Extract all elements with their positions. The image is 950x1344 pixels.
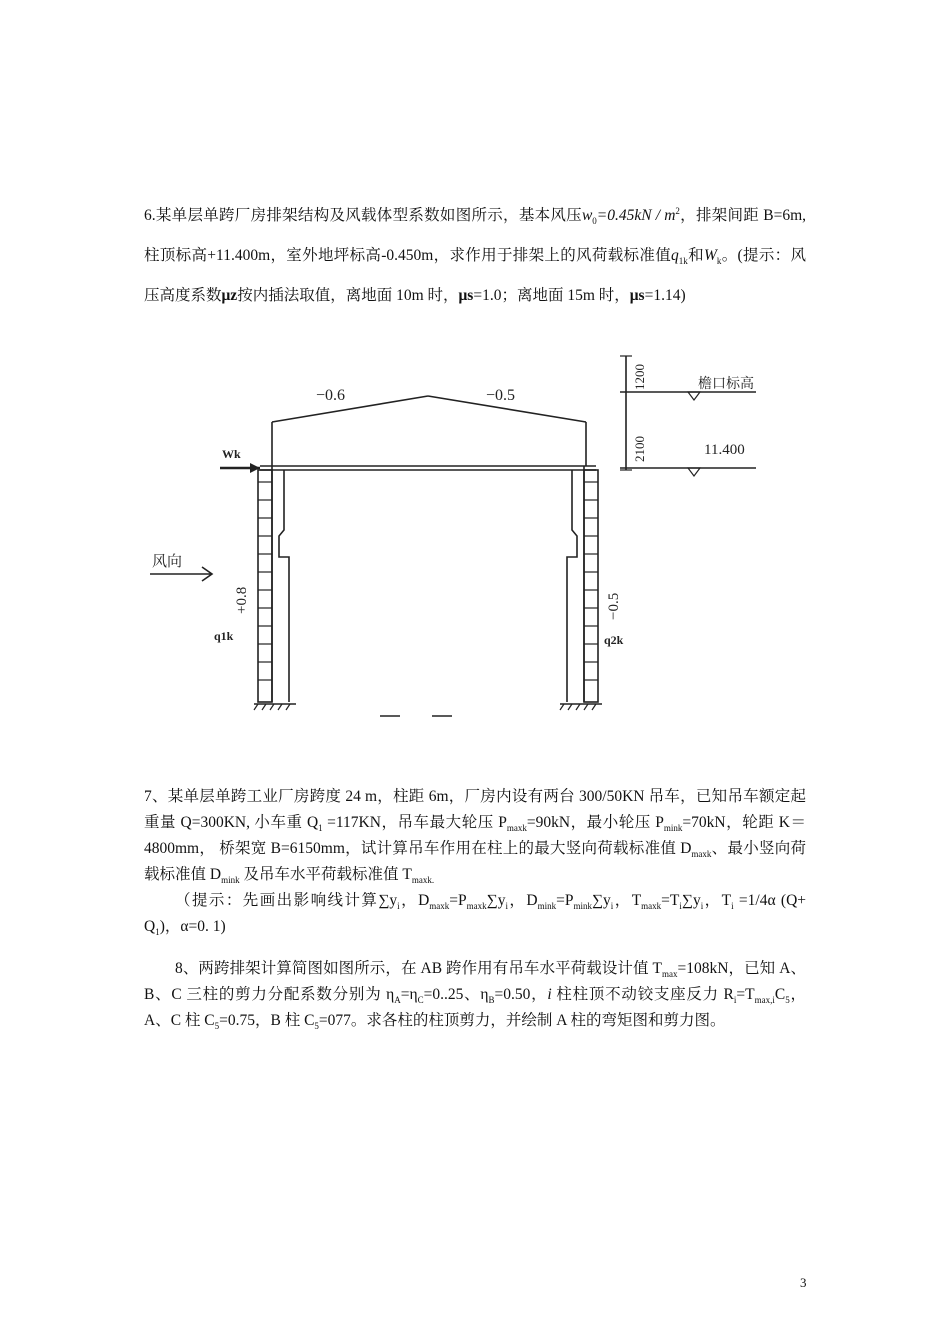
eave-level-marker <box>688 392 700 400</box>
wind-direction-label: 风向 <box>152 554 183 570</box>
page-number: 3 <box>800 1275 807 1290</box>
dim-lower: 2100 <box>632 436 647 462</box>
q8-t4: =0..25、η <box>423 986 489 1003</box>
q1k-sub: 1k <box>678 256 688 267</box>
hint9: =T <box>661 892 680 909</box>
hint-i-6: i <box>731 901 734 912</box>
hint5: ，D <box>507 892 538 909</box>
q8-t5: =0.50， <box>494 986 548 1003</box>
q8-tmax-sub: max <box>661 969 678 980</box>
left-column <box>272 466 289 702</box>
question-7 <box>144 784 806 940</box>
q1k-symbol: q <box>671 247 679 264</box>
roof-left-coef: −0.6 <box>316 387 346 404</box>
q8-t11: =077。求各柱的柱顶剪力，并绘制 A 柱的弯矩图和剪力图。 <box>318 1012 726 1029</box>
roof-left-slope <box>272 396 428 422</box>
q1k-label: q1k <box>214 629 234 643</box>
q8-tmaxi: max,i <box>754 995 775 1006</box>
q6-val1: =1.0；离地面 15m 时， <box>473 287 630 304</box>
q6-text2: ，排架间距 B=6m, 柱顶标高+11.400m，室外地坪标高-0.450m，求作用于排架上的风荷载标准值 <box>144 207 806 264</box>
tmax-sub: maxk. <box>411 875 435 886</box>
w0-value: =0.45kN / m <box>596 207 676 224</box>
hint-dmax: maxk <box>429 901 450 912</box>
q6-text3: 。(提示：风压高度系数 <box>144 247 806 304</box>
pmin-sub: mink <box>663 823 683 834</box>
q7-hint: （提示：先画出影响线计算∑y <box>175 892 398 909</box>
q8-t7: =T <box>736 986 755 1003</box>
q7-line1f: 及吊车水平荷载标准值 T <box>239 866 412 883</box>
hint-pmin: mink <box>573 901 592 912</box>
q8-t6: 柱柱顶不动铰支座反力 R <box>551 986 734 1003</box>
mu-s-1: μs <box>458 287 474 304</box>
wk-label: Wk <box>222 447 241 461</box>
hint-i-4: i <box>679 901 682 912</box>
w0-sub: 0 <box>592 216 597 227</box>
q6-text4: 按内插法取值，离地面 10m 时， <box>237 287 459 304</box>
q8-ri: i <box>733 995 737 1006</box>
hint-i-1: i <box>397 901 400 912</box>
hint-i-5: i <box>700 901 704 912</box>
hint-i-3: i <box>610 901 614 912</box>
dmax-sub: maxk <box>691 849 712 860</box>
q8-eta-c: C <box>417 995 424 1006</box>
hint13: 1 <box>155 927 160 938</box>
q8-t9: ，A、C 柱 C <box>144 986 806 1029</box>
hint8: ，T <box>613 892 642 909</box>
q6-and: 和 <box>687 247 704 264</box>
eave-label: 檐口标高 <box>698 377 754 392</box>
q8-t1: 8、两跨排架计算简图如图所示，在 AB 跨作用有吊车水平荷载设计值 T <box>175 960 662 977</box>
hint-dmin: mink <box>537 901 557 912</box>
hint12: =1/4α (Q+ Q <box>144 892 806 935</box>
q8-c5a: 5 <box>785 995 790 1006</box>
wk-sub: k <box>716 256 722 267</box>
top-level-marker <box>688 468 700 476</box>
roof-right-coef: −0.5 <box>486 387 516 404</box>
w0-sup: 2 <box>675 205 680 216</box>
hint6: =P <box>556 892 574 909</box>
hint4: ∑y <box>486 892 506 909</box>
dmin-sub: mink <box>221 875 240 886</box>
q8-c5b: 5 <box>214 1021 220 1032</box>
frame-figure <box>148 352 768 724</box>
q7-line1: 7、某单层单跨工业厂房跨度 24 m，柱距 6m，厂房内设有两台 300/50KN 吊车，已知吊车额定起重量 Q=300KN, 小车重 Q <box>144 788 806 831</box>
hint2: ，D <box>399 892 430 909</box>
q7-line1d: =70kN，轮距 K＝4800mm， 桥架宽 B=6150mm，试计算吊车作用在柱上的最大竖向荷载标准值 D <box>144 814 806 857</box>
wk-symbol: W <box>703 247 717 264</box>
question-6 <box>144 196 806 316</box>
q8-eta-b: B <box>488 995 495 1006</box>
hint11: ，T <box>703 892 732 909</box>
q8-i: i <box>547 986 552 1003</box>
q6-val2: =1.14) <box>644 287 686 304</box>
q8-c5c: 5 <box>314 1021 319 1032</box>
q7-line1e: 、最小竖向荷载标准值 D <box>144 840 806 883</box>
q8-eta-a: A <box>394 995 401 1006</box>
hint3: =P <box>449 892 467 909</box>
question-8 <box>144 956 806 1034</box>
left-coef: +0.8 <box>234 586 250 614</box>
frame-diagram <box>148 352 768 724</box>
hint-pmax: maxk <box>466 901 487 912</box>
dim-upper: 1200 <box>632 364 647 390</box>
hint10: ∑y <box>681 892 701 909</box>
hint-tmax: maxk <box>641 901 662 912</box>
q6-intro: 6.某单层单跨厂房排架结构及风载体型系数如图所示，基本风压 <box>144 207 582 224</box>
right-load-box <box>584 470 598 702</box>
right-coef: −0.5 <box>606 592 622 620</box>
mu-z: μz <box>221 287 238 304</box>
q8-t8: C <box>774 986 786 1003</box>
q7-line1b: =117KN，吊车最大轮压 P <box>322 814 507 831</box>
mu-s-2: μs <box>629 287 645 304</box>
w0-symbol: w <box>581 207 593 224</box>
q2k-label: q2k <box>604 633 624 647</box>
q8-t3: =η <box>400 986 418 1003</box>
q7-line1c: =90kN，最小轮压 P <box>526 814 664 831</box>
q8-t10: =0.75，B 柱 C <box>219 1012 315 1029</box>
elevation-label: 11.400 <box>704 442 745 458</box>
q8-t2: =108kN，已知 A、B、C 三柱的剪力分配系数分别为 η <box>144 960 806 1003</box>
hint-i-2: i <box>505 901 508 912</box>
q1-sub: 1 <box>318 823 323 834</box>
left-load-box <box>258 470 272 702</box>
right-column <box>567 466 584 702</box>
hint7: ∑y <box>591 892 611 909</box>
hint14: )，α=0. 1) <box>159 918 226 935</box>
pmax-sub: maxk <box>506 823 527 834</box>
